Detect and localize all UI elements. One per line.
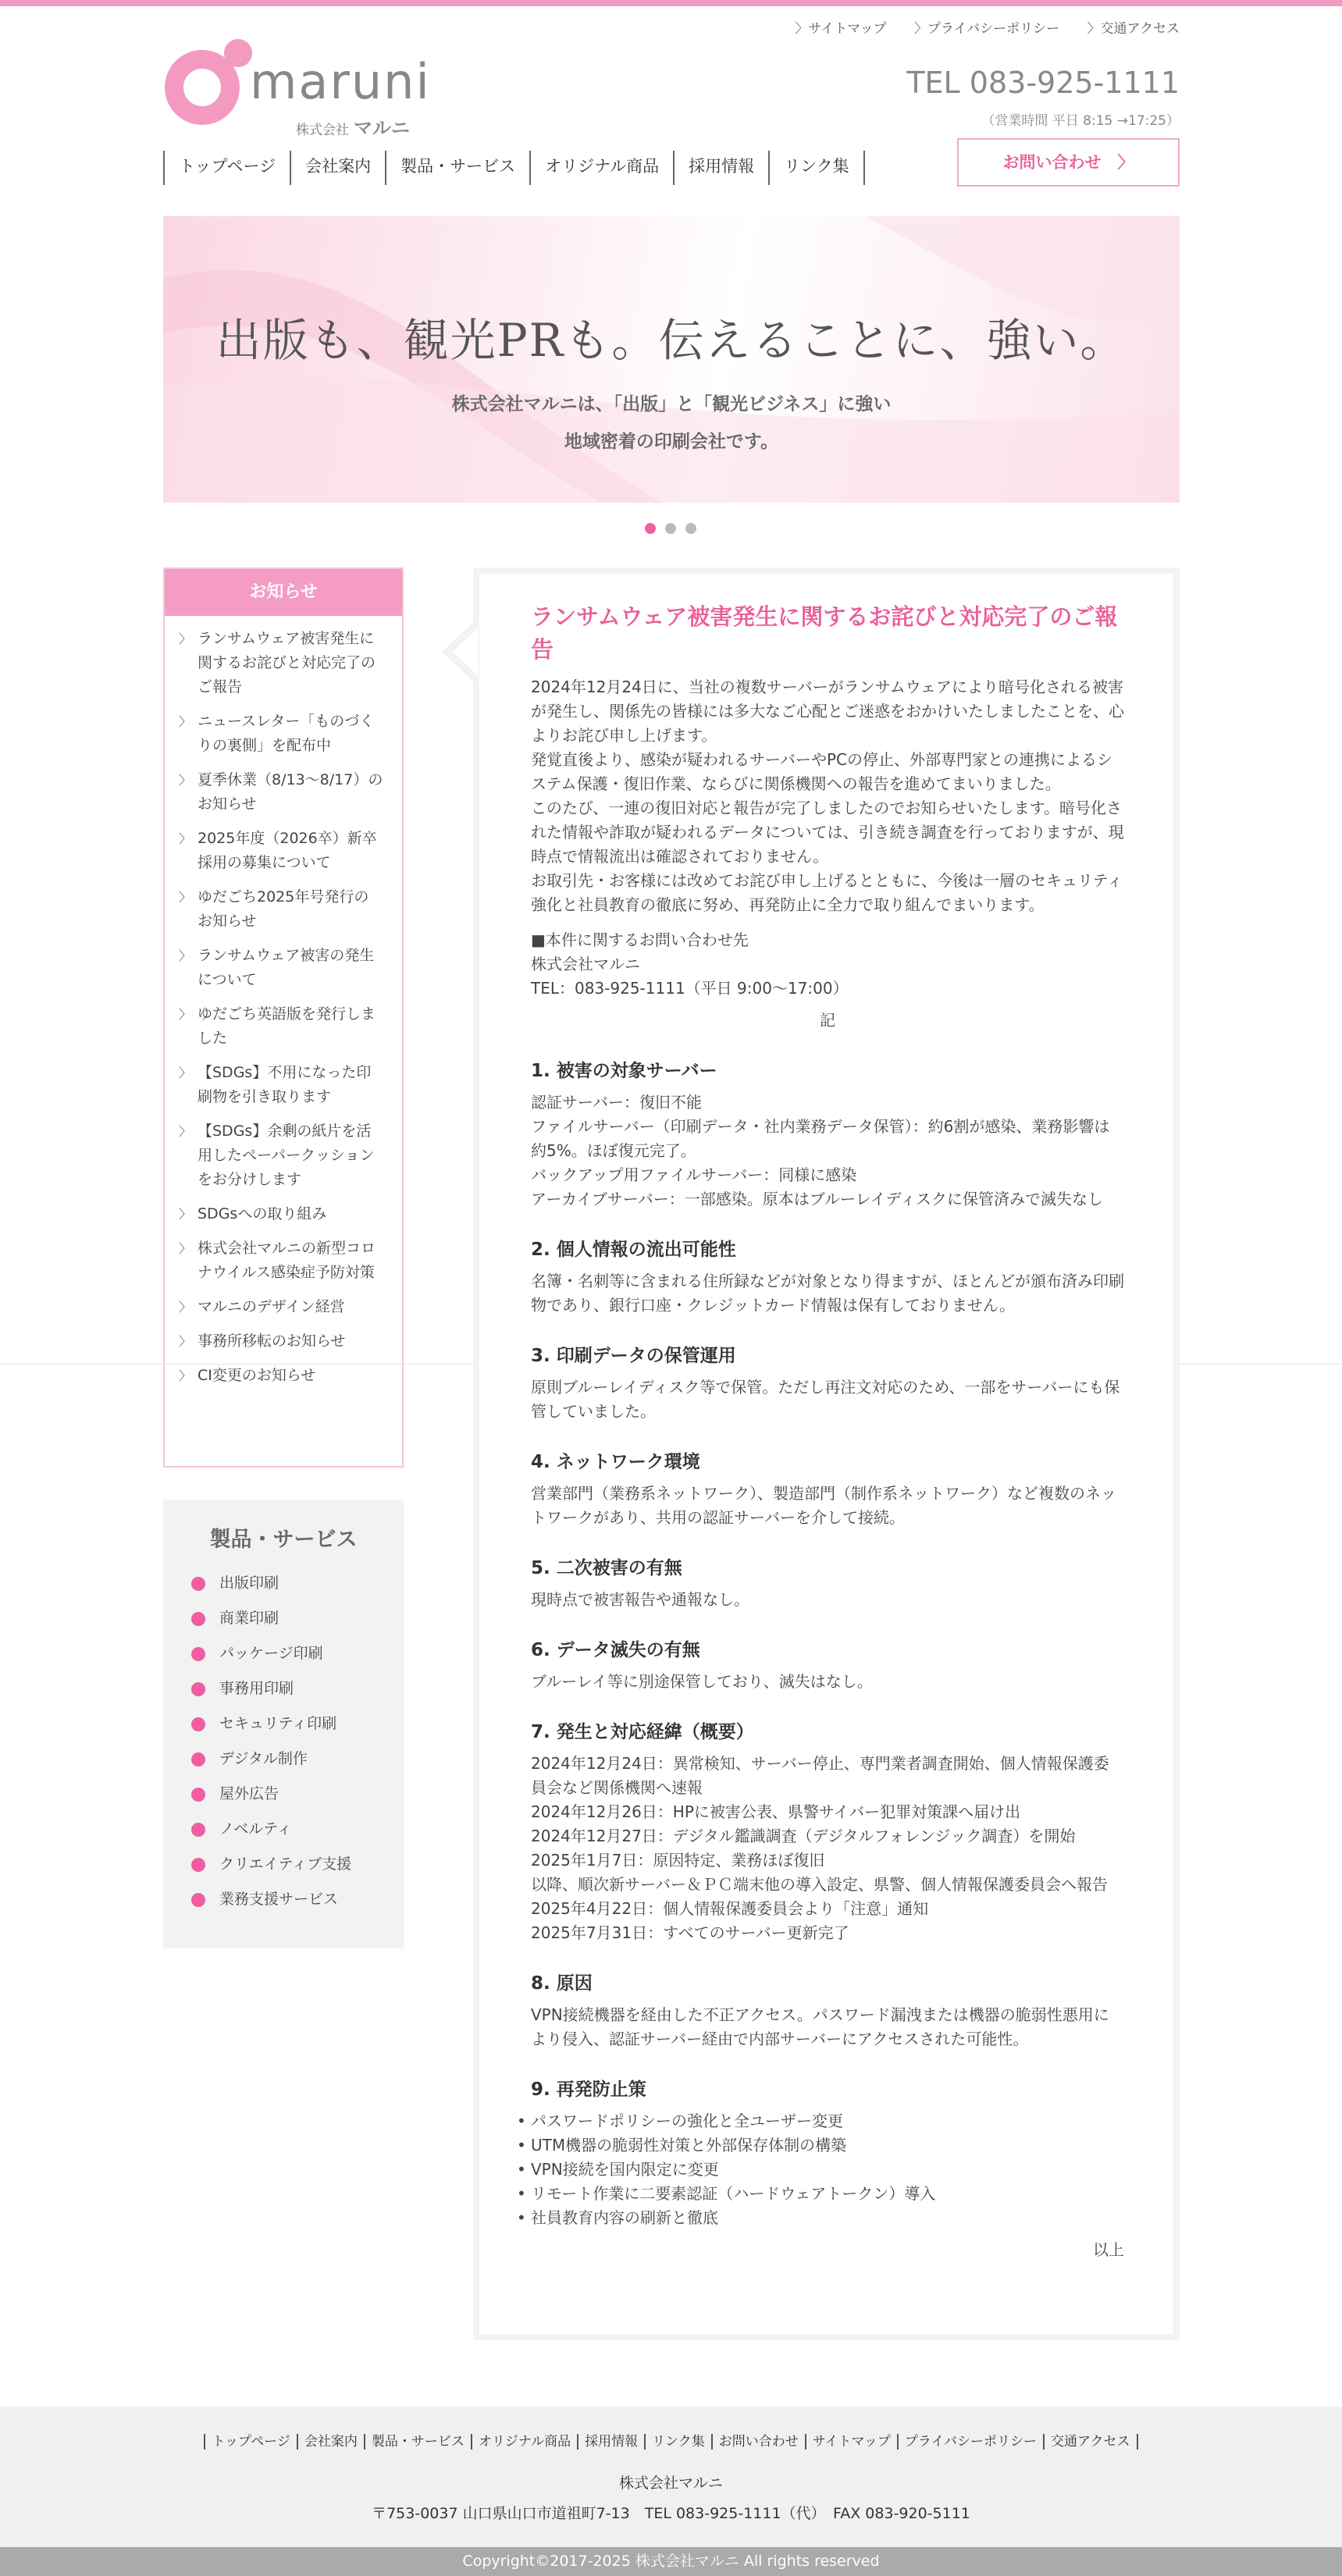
news-item[interactable]: 〉 ランサムウェア被害発生に関するお詫びと対応完了のご報告	[183, 627, 383, 699]
news-sidebar	[163, 568, 404, 1468]
contact-line: ■本件に関するお問い合わせ先	[531, 930, 749, 949]
section-line: 現時点で被害報告や通報なし。	[531, 1590, 749, 1609]
section-line: 以降、順次新サーバー＆ＰＣ端末他の導入設定、県警、個人情報保護委員会へ報告	[531, 1875, 1108, 1894]
header-tel: TEL 083-925-1111	[906, 66, 1180, 100]
article-contact	[531, 928, 1124, 1001]
section-line: VPN接続機器を経由した不正アクセス。パスワード漏洩または機器の脆弱性悪用により侵入、認証サーバー経由で内部サーバーにアクセスされた可能性。	[531, 2005, 1109, 2048]
section-line: 2024年12月26日：HPに被害公表、県警サイバー犯罪対策課へ届け出	[531, 1802, 1021, 1821]
pager-dot-3[interactable]	[685, 523, 696, 534]
intro-paragraph: 発覚直後より、感染が疑われるサーバーやPCの停止、外部専門家との連携によるシステム保護・復旧作業、ならびに関係機関への報告を進めてまいりました。	[531, 750, 1113, 793]
news-item[interactable]: 〉 2025年度（2026卒）新卒採用の募集について	[183, 827, 383, 875]
section-line: ファイルサーバー（印刷データ・社内業務データ保管）：約6割が感染、業務影響は約5%。ほぼ復元完了。	[531, 1117, 1110, 1160]
footer-nav-link[interactable]: 交通アクセス	[1043, 2434, 1138, 2450]
footer-nav-link[interactable]: お問い合わせ	[711, 2434, 805, 2450]
news-item[interactable]: 〉 ゆだごち英語版を発行しました	[183, 1002, 383, 1051]
nav-item-recruit[interactable]: 採用情報	[673, 151, 768, 185]
section-heading: 4. ネットワーク環境	[531, 1452, 700, 1472]
section-heading: 7. 発生と対応経緯（概要）	[531, 1722, 754, 1742]
footer	[0, 2407, 1342, 2547]
section-heading: 6. データ滅失の有無	[531, 1640, 700, 1660]
contact-button[interactable]: お問い合わせ 〉	[957, 138, 1180, 187]
section-line: 2024年12月24日：異常検知、サーバー停止、専門業者調査開始、個人情報保護委員会など関係機関へ速報	[531, 1754, 1109, 1797]
news-item[interactable]: 〉 ニュースレター「ものづくりの裏側」を配布中	[183, 710, 383, 758]
section-line: 原則ブルーレイディスク等で保管。ただし再注文対応のため、一部をサーバーにも保管していました。	[531, 1378, 1120, 1421]
product-item[interactable]: 業務支援サービス	[185, 1890, 404, 1925]
prevention-item: • UTM機器の脆弱性対策と外部保存体制の構築	[531, 2133, 1124, 2158]
products-list	[163, 1574, 404, 1925]
section-line: 営業部門（業務系ネットワーク）、製造部門（制作系ネットワーク）など複数のネットワークがあり、共用の認証サーバーを介して接続。	[531, 1484, 1116, 1527]
logo-kk: 株式会社	[296, 123, 349, 138]
footer-nav-link[interactable]: オリジナル商品	[471, 2434, 577, 2450]
prevention-item: • 社員教育内容の刷新と徹底	[531, 2206, 1124, 2230]
news-item[interactable]: 〉 株式会社マルニの新型コロナウイルス感染症予防対策	[183, 1236, 383, 1285]
nav-item-original[interactable]: オリジナル商品	[529, 151, 673, 185]
news-list	[165, 616, 402, 1409]
global-nav	[163, 151, 865, 185]
news-item[interactable]: 〉 SDGsへの取り組み	[183, 1202, 383, 1226]
product-item[interactable]: 商業印刷	[185, 1609, 404, 1644]
products-title: 製品・サービス	[209, 1528, 358, 1552]
footer-company: 株式会社マルニ	[618, 2475, 723, 2492]
product-item[interactable]: ノベルティ	[185, 1820, 404, 1855]
section-line: 名簿・名刺等に含まれる住所録などが対象となり得ますが、ほとんどが頒布済み印刷物であり、銀行口座・クレジットカード情報は保有しておりません。	[531, 1272, 1124, 1315]
contact-line: TEL：083-925-1111（平日 9:00〜17:00）	[531, 979, 849, 998]
hero-subtext-1: 株式会社マルニは、「出版」と「観光ビジネス」に強い	[451, 394, 892, 415]
news-title: お知らせ	[165, 569, 402, 616]
footer-nav-link[interactable]: プライバシーポリシー	[897, 2434, 1043, 2450]
hero-banner	[163, 216, 1180, 503]
news-item[interactable]: 〉 CI変更のお知らせ	[183, 1364, 383, 1388]
article-sections	[531, 1058, 1124, 2051]
hero-headline: 出版も、観光PRも。伝えることに、強い。	[215, 314, 1127, 367]
prevention-list	[531, 2109, 1124, 2230]
article-panel	[473, 568, 1180, 2340]
news-item[interactable]: 〉 【SDGs】余剰の紙片を活用したペーパークッションをお分けします	[183, 1119, 383, 1192]
utility-link-sitemap[interactable]: 〉サイトマップ	[795, 21, 887, 37]
article-title: ランサムウェア被害発生に関するお詫びと対応完了のご報告	[531, 603, 1118, 663]
news-item[interactable]: 〉 ランサムウェア被害の発生について	[183, 944, 383, 992]
intro-paragraph: 2024年12月24日に、当社の複数サーバーがランサムウェアにより暗号化される被害が発生し、関係先の皆様には多大なご心配とご迷惑をおかけいたしましたことを、心よりお詫び申し上げます。	[531, 678, 1124, 745]
product-item[interactable]: デジタル制作	[185, 1749, 404, 1784]
site-logo[interactable]	[163, 37, 431, 139]
section-line: 2024年12月27日：デジタル鑑識調査（デジタルフォレンジック調査）を開始	[531, 1827, 1076, 1845]
news-item[interactable]: 〉 夏季休業（8/13〜8/17）のお知らせ	[183, 768, 383, 817]
footer-nav	[0, 2430, 1342, 2450]
section-heading: 8. 原因	[531, 1973, 593, 1994]
product-item[interactable]: セキュリティ印刷	[185, 1714, 404, 1749]
logo-name: マルニ	[354, 117, 410, 139]
intro-paragraph: このたび、一連の復旧対応と報告が完了しましたのでお知らせいたします。暗号化された情報や詐取が疑われるデータについては、引き続き調査を行っておりますが、現時点で情報流出は確認されておりません。	[531, 799, 1124, 866]
news-item[interactable]: 〉 事務所移転のお知らせ	[183, 1329, 383, 1354]
prevention-item: • パスワードポリシーの強化と全ユーザー変更	[531, 2109, 1124, 2133]
section-heading: 2. 個人情報の流出可能性	[531, 1240, 736, 1260]
products-sidebar	[163, 1500, 404, 1948]
prevention-heading: 9. 再発防止策	[531, 2080, 646, 2100]
copyright: Copyright©2017-2025 株式会社マルニ All rights reserved	[0, 2547, 1342, 2576]
article-ki: 記	[820, 1011, 835, 1030]
utility-link-privacy[interactable]: 〉プライバシーポリシー	[913, 21, 1060, 37]
pager-dot-1[interactable]	[645, 523, 656, 534]
nav-item-products[interactable]: 製品・サービス	[385, 151, 529, 185]
section-line: アーカイブサーバー：一部感染。原本はブルーレイディスクに保管済みで滅失なし	[531, 1190, 1103, 1208]
section-line: バックアップ用ファイルサーバー：同様に感染	[531, 1165, 857, 1184]
product-item[interactable]: 事務用印刷	[185, 1679, 404, 1714]
logo-company-name	[296, 112, 410, 140]
prevention-item: • リモート作業に二要素認証（ハードウェアトークン）導入	[531, 2182, 1124, 2206]
nav-item-links[interactable]: リンク集	[768, 151, 865, 185]
product-item[interactable]: パッケージ印刷	[185, 1644, 404, 1679]
header-hours: （営業時間 平日 8:15 →17:25）	[981, 113, 1180, 129]
section-line: 2025年4月22日：個人情報保護委員会より「注意」通知	[531, 1899, 929, 1918]
intro-paragraph: お取引先・お客様には改めてお詫び申し上げるとともに、今後は一層のセキュリティ強化と社員教育の徹底に努め、再発防止に全力で取り組んでまいります。	[531, 871, 1123, 914]
section-heading: 5. 二次被害の有無	[531, 1558, 682, 1578]
section-line: 認証サーバー：復旧不能	[531, 1093, 702, 1112]
news-item[interactable]: 〉 【SDGs】不用になった印刷物を引き取ります	[183, 1061, 383, 1109]
nav-item-company[interactable]: 会社案内	[290, 151, 385, 185]
section-line: ブルーレイ等に別途保管しており、滅失はなし。	[531, 1672, 873, 1691]
footer-nav-link[interactable]: 製品・サービス	[364, 2434, 471, 2450]
hero-pager	[645, 523, 696, 534]
contact-line: 株式会社マルニ	[531, 955, 640, 973]
footer-nav-link[interactable]: トップページ	[204, 2434, 296, 2450]
news-item[interactable]: 〉 マルニのデザイン経営	[183, 1295, 383, 1319]
logo-mark-icon	[163, 37, 252, 126]
panel-pointer-inner	[453, 628, 478, 675]
footer-address: 〒753-0037 山口県山口市道祖町7-13 TEL 083-925-1111（代） FAX 083-920-5111	[372, 2505, 970, 2522]
section-line: 2025年1月7日：原因特定、業務ほぼ復旧	[531, 1851, 825, 1870]
section-heading: 1. 被害の対象サーバー	[531, 1061, 717, 1081]
pager-dot-2[interactable]	[665, 523, 676, 534]
footer-nav-link[interactable]: 会社案内	[297, 2434, 364, 2450]
footer-nav-link[interactable]: サイトマップ	[805, 2434, 897, 2450]
news-item[interactable]: 〉 ゆだごち2025年号発行のお知らせ	[183, 885, 383, 934]
top-accent-bar	[0, 0, 1342, 6]
logo-wordmark: maruni	[250, 53, 431, 110]
section-heading: 3. 印刷データの保管運用	[531, 1346, 736, 1366]
product-item[interactable]: 屋外広告	[185, 1784, 404, 1820]
footer-nav-link[interactable]: リンク集	[644, 2434, 711, 2450]
section-line: 2025年7月31日：すべてのサーバー更新完了	[531, 1923, 849, 1942]
article-intro	[531, 675, 1124, 917]
footer-nav-link[interactable]: 採用情報	[577, 2434, 644, 2450]
product-item[interactable]: 出版印刷	[185, 1574, 404, 1609]
prevention-item: • VPN接続を国内限定に変更	[531, 2158, 1124, 2182]
product-item[interactable]: クリエイティブ支援	[185, 1855, 404, 1890]
hero-subtext-2: 地域密着の印刷会社です。	[564, 432, 779, 452]
article-end: 以上	[1093, 2240, 1124, 2259]
utility-link-access[interactable]: 〉交通アクセス	[1087, 21, 1180, 37]
nav-item-top[interactable]: トップページ	[163, 151, 290, 185]
